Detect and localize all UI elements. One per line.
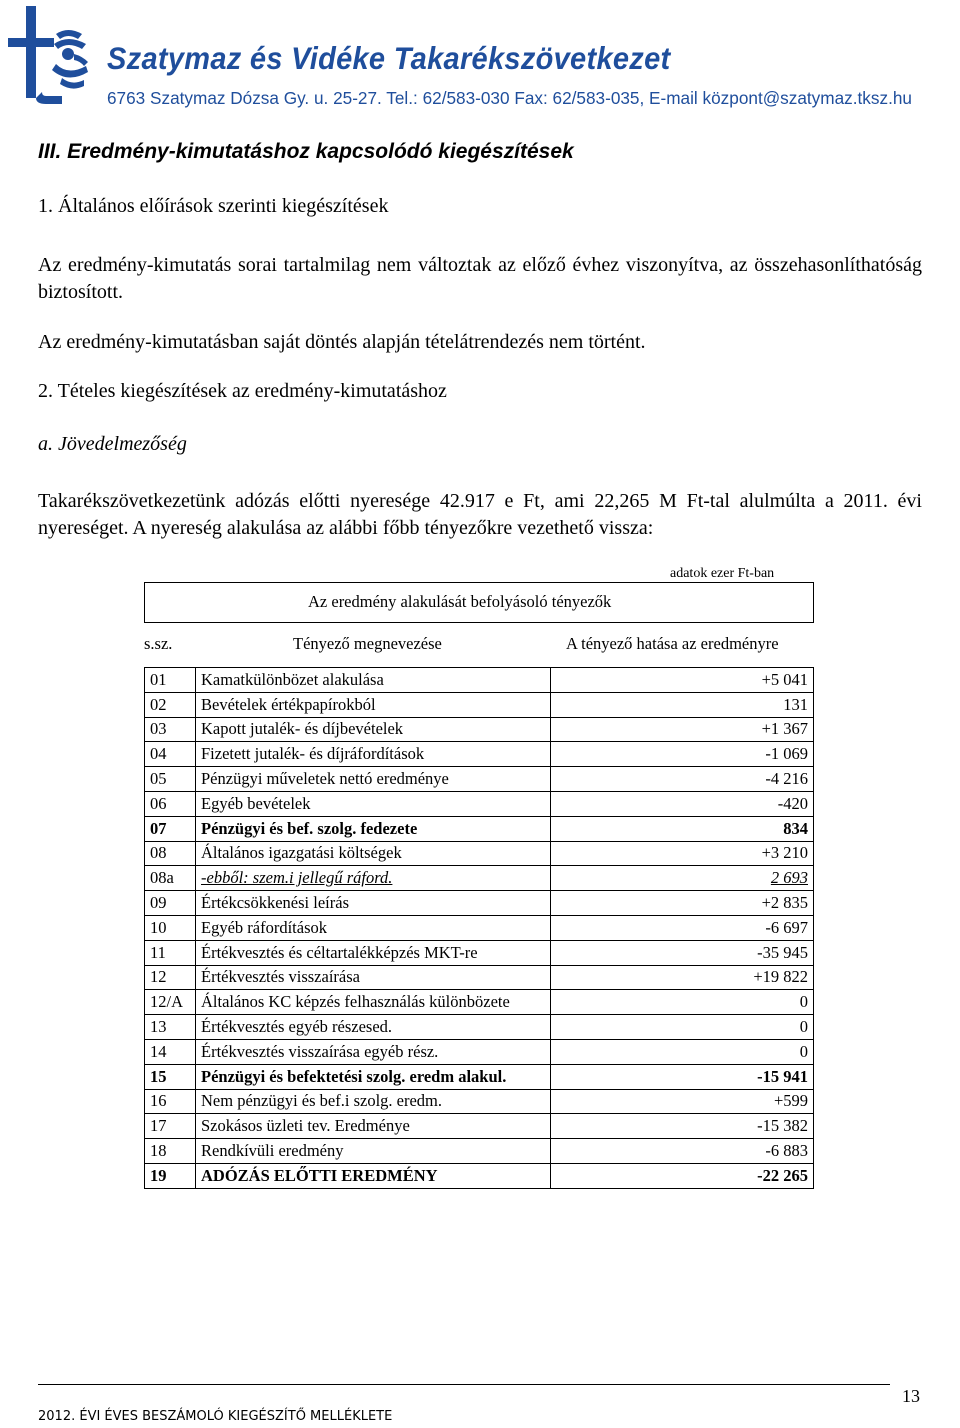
section-title: III. Eredmény-kimutatáshoz kapcsolódó kiegészítések: [38, 140, 574, 163]
row-name: Fizetett jutalék- és díjráfordítások: [196, 742, 551, 767]
column-header-number: s.sz.: [144, 634, 173, 653]
table-title: Az eredmény alakulását befolyásoló tényezők: [308, 592, 612, 611]
subsection-2-title: 2. Tételes kiegészítések az eredmény-kimutatáshoz: [38, 380, 447, 402]
column-header-name: Tényező megnevezése: [293, 634, 442, 653]
subsection-1-title: 1. Általános előírások szerinti kiegészítések: [38, 195, 389, 217]
row-value: -35 945: [551, 940, 814, 965]
row-name: Egyéb bevételek: [196, 791, 551, 816]
table-row: [145, 915, 814, 940]
row-name: Kapott jutalék- és díjbevételek: [196, 717, 551, 742]
row-value: -6 697: [551, 915, 814, 940]
subsection-1-paragraph-2: Az eredmény-kimutatásban saját döntés alapján tételátrendezés nem történt.: [38, 331, 646, 353]
organization-logo-icon: [2, 4, 94, 106]
table-row: [145, 767, 814, 792]
row-value: 131: [551, 692, 814, 717]
row-number: 01: [145, 668, 196, 693]
row-name: Értékvesztés visszaírása: [196, 965, 551, 990]
row-name: Szokásos üzleti tev. Eredménye: [196, 1114, 551, 1139]
column-header-value: A tényező hatása az eredményre: [566, 634, 779, 653]
table-row: [145, 990, 814, 1015]
row-value: 2 693: [551, 866, 814, 891]
row-name: Bevételek értékpapírokból: [196, 692, 551, 717]
organization-contact: 6763 Szatymaz Dózsa Gy. u. 25-27. Tel.: 62/583-030 Fax: 62/583-035, E-mail központ@szatymaz.tksz.hu: [107, 88, 912, 108]
row-name: Általános igazgatási költségek: [196, 841, 551, 866]
table-row: [145, 1039, 814, 1064]
row-number: 06: [145, 791, 196, 816]
row-number: 07: [145, 816, 196, 841]
table-row: [145, 1114, 814, 1139]
row-number: 04: [145, 742, 196, 767]
row-name: Általános KC képzés felhasználás különbözete: [196, 990, 551, 1015]
row-value: -15 941: [551, 1064, 814, 1089]
row-name: Értékvesztés és céltartalékképzés MKT-re: [196, 940, 551, 965]
row-value: 834: [551, 816, 814, 841]
table-row: [145, 1089, 814, 1114]
row-number: 19: [145, 1163, 196, 1188]
row-value: 0: [551, 1039, 814, 1064]
table-row: [145, 841, 814, 866]
subsection-1-paragraph-1: Az eredmény-kimutatás sorai tartalmilag nem változtak az előző évhez viszonyítva, az összehasonlíthatóság biztosított.: [38, 254, 922, 303]
row-name: Pénzügyi és befektetési szolg. eredm alakul.: [196, 1064, 551, 1089]
table-row: [145, 791, 814, 816]
page-number: 13: [902, 1386, 920, 1406]
row-value: -4 216: [551, 767, 814, 792]
row-name: Értékvesztés visszaírása egyéb rész.: [196, 1039, 551, 1064]
table-row: [145, 717, 814, 742]
row-name: Értékcsökkenési leírás: [196, 891, 551, 916]
row-value: +599: [551, 1089, 814, 1114]
row-value: +3 210: [551, 841, 814, 866]
table-row: [145, 1139, 814, 1164]
row-number: 05: [145, 767, 196, 792]
subsection-2a-paragraph: Takarékszövetkezetünk adózás előtti nyeresége 42.917 e Ft, ami 22,265 M Ft-tal alulmúlta a 2011. évi nyereséget. A nyereség alakulása az alábbi főbb tényezőkre vezethető vissza:: [38, 490, 922, 539]
table-row: [145, 965, 814, 990]
table-row: [145, 692, 814, 717]
table-row: [145, 1163, 814, 1188]
row-value: +19 822: [551, 965, 814, 990]
row-number: 15: [145, 1064, 196, 1089]
footer-title: 2012. ÉVI ÉVES BESZÁMOLÓ KIEGÉSZÍTŐ MELLÉKLETE: [38, 1409, 393, 1424]
row-value: -6 883: [551, 1139, 814, 1164]
row-name: Rendkívüli eredmény: [196, 1139, 551, 1164]
row-number: 03: [145, 717, 196, 742]
table-row: [145, 1015, 814, 1040]
table-row: [145, 742, 814, 767]
row-name: Egyéb ráfordítások: [196, 915, 551, 940]
row-number: 18: [145, 1139, 196, 1164]
row-name: Pénzügyi műveletek nettó eredménye: [196, 767, 551, 792]
row-number: 02: [145, 692, 196, 717]
row-name: Értékvesztés egyéb részesed.: [196, 1015, 551, 1040]
row-name: Pénzügyi és bef. szolg. fedezete: [196, 816, 551, 841]
row-number: 12: [145, 965, 196, 990]
results-table: [144, 667, 814, 1189]
row-value: 0: [551, 1015, 814, 1040]
row-value: +5 041: [551, 668, 814, 693]
subsection-2a-title: a. Jövedelmezőség: [38, 433, 187, 455]
row-number: 10: [145, 915, 196, 940]
row-number: 16: [145, 1089, 196, 1114]
table-row: [145, 866, 814, 891]
row-value: -420: [551, 791, 814, 816]
row-value: +1 367: [551, 717, 814, 742]
footer-divider: [38, 1384, 890, 1385]
table-row: [145, 940, 814, 965]
row-value: -22 265: [551, 1163, 814, 1188]
row-name: Kamatkülönbözet alakulása: [196, 668, 551, 693]
table-row: [145, 891, 814, 916]
row-number: 08: [145, 841, 196, 866]
row-number: 17: [145, 1114, 196, 1139]
row-value: -15 382: [551, 1114, 814, 1139]
row-name: -ebből: szem.i jellegű ráford.: [196, 866, 551, 891]
row-number: 08a: [145, 866, 196, 891]
row-number: 14: [145, 1039, 196, 1064]
row-value: +2 835: [551, 891, 814, 916]
results-table-body: [145, 668, 814, 1189]
row-number: 13: [145, 1015, 196, 1040]
table-row: [145, 1064, 814, 1089]
row-value: 0: [551, 990, 814, 1015]
row-name: Nem pénzügyi és bef.i szolg. eredm.: [196, 1089, 551, 1114]
row-number: 11: [145, 940, 196, 965]
row-number: 09: [145, 891, 196, 916]
organization-name: Szatymaz és Vidéke Takarékszövetkezet: [107, 42, 671, 77]
row-name: ADÓZÁS ELŐTTI EREDMÉNY: [196, 1163, 551, 1188]
row-value: -1 069: [551, 742, 814, 767]
table-row: [145, 668, 814, 693]
table-row: [145, 816, 814, 841]
row-number: 12/A: [145, 990, 196, 1015]
table-units-note: adatok ezer Ft-ban: [670, 566, 775, 581]
